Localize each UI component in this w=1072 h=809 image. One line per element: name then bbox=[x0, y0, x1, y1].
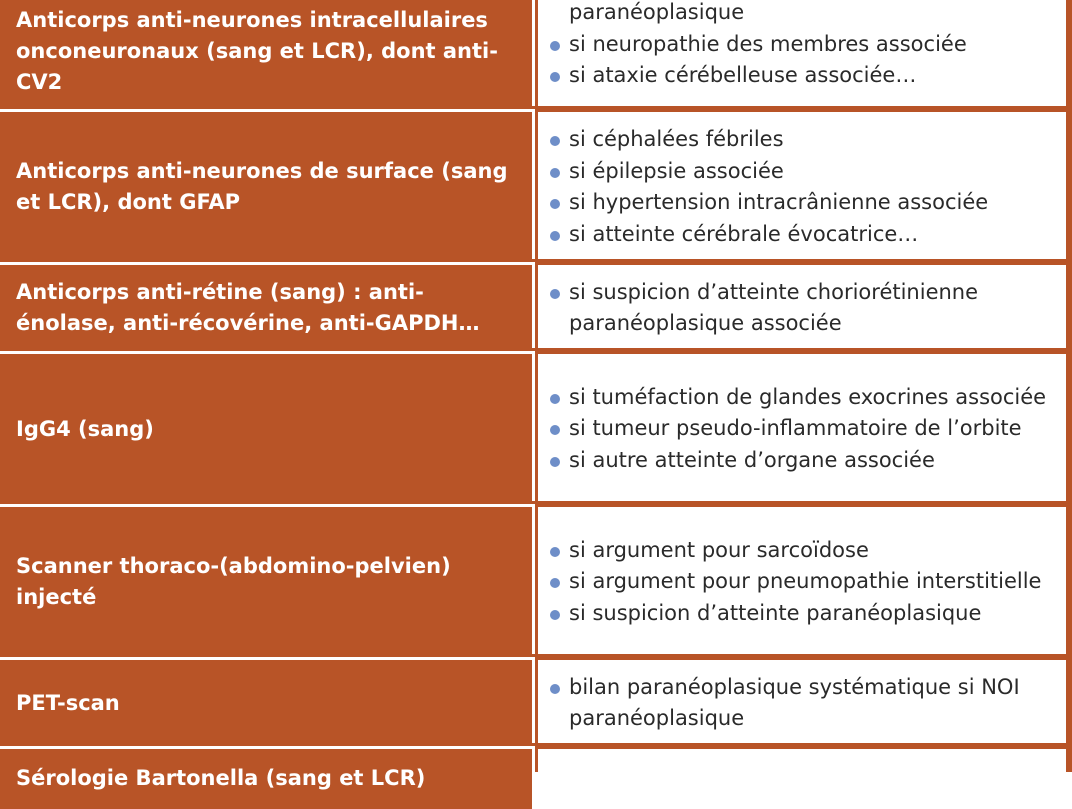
test-name-cell bbox=[0, 354, 535, 504]
bullet-icon bbox=[550, 547, 560, 557]
indication-item bbox=[550, 187, 1066, 219]
bullet-icon bbox=[550, 231, 560, 241]
indication-item bbox=[550, 566, 1066, 598]
test-name-cell bbox=[0, 0, 535, 109]
test-name: PET-scan bbox=[16, 690, 120, 715]
indication-text: si épilepsie associée bbox=[569, 158, 784, 183]
indication-text: si argument pour sarcoïdose bbox=[569, 537, 869, 562]
test-name: Scanner thoraco-(abdomino-pelvien) injecté bbox=[16, 554, 451, 609]
row-divider-light bbox=[0, 504, 535, 507]
indication-item bbox=[550, 219, 1066, 251]
row-divider-light bbox=[0, 746, 535, 749]
bullet-icon bbox=[550, 684, 560, 694]
bullet-icon bbox=[550, 168, 560, 178]
bullet-icon bbox=[550, 425, 560, 435]
test-name: Anticorps anti-neurones de surface (sang et LCR), dont GFAP bbox=[16, 159, 508, 214]
table-row bbox=[0, 112, 1072, 262]
indication-text: si suspicion d’atteinte paranéoplasique bbox=[569, 600, 982, 625]
indication-item bbox=[550, 124, 1066, 156]
indication-text: si autre atteinte d’organe associée bbox=[569, 447, 935, 472]
indications-cell bbox=[538, 507, 1066, 657]
indications-cell bbox=[538, 354, 1066, 504]
indication-item bbox=[550, 29, 1066, 61]
bullet-icon bbox=[550, 457, 560, 467]
indications-cell bbox=[538, 660, 1066, 746]
indication-item bbox=[550, 413, 1066, 445]
table-row bbox=[0, 660, 1072, 746]
bullet-icon bbox=[550, 41, 560, 51]
test-name: Anticorps anti-neurones intracellulaires onconeuronaux (sang et LCR), dont anti-CV2 bbox=[16, 8, 498, 94]
table-row bbox=[0, 265, 1072, 351]
indication-text: si tuméfaction de glandes exocrines associée bbox=[569, 384, 1047, 409]
indication-text: si céphalées fébriles bbox=[569, 127, 784, 151]
indication-item bbox=[550, 0, 1066, 29]
indication-item bbox=[550, 156, 1066, 188]
test-name: Sérologie Bartonella (sang et LCR) bbox=[16, 766, 426, 790]
test-name-cell bbox=[0, 507, 535, 657]
test-name: IgG4 (sang) bbox=[16, 416, 154, 441]
indication-text: si neuropathie des membres associée bbox=[569, 31, 967, 56]
table-row bbox=[0, 354, 1072, 504]
table-row bbox=[0, 507, 1072, 657]
bullet-icon bbox=[550, 578, 560, 588]
test-name-cell bbox=[0, 265, 535, 351]
bullet-icon bbox=[550, 394, 560, 404]
indication-item bbox=[550, 277, 1066, 340]
indication-text: bilan paranéoplasique systématique si NOI paranéoplasique bbox=[569, 674, 1020, 730]
indication-item bbox=[550, 445, 1066, 477]
bullet-icon bbox=[550, 72, 560, 82]
row-divider-light bbox=[0, 109, 535, 112]
indication-text: si ataxie cérébelleuse associée… bbox=[569, 63, 917, 88]
indication-item bbox=[550, 672, 1066, 735]
table-row bbox=[0, 0, 1072, 109]
indications-cell bbox=[538, 112, 1066, 262]
test-name-cell bbox=[0, 660, 535, 746]
indication-text: si argument pour pneumopathie interstitielle bbox=[569, 569, 1042, 594]
indication-item bbox=[550, 60, 1066, 92]
row-divider-light bbox=[0, 262, 535, 265]
row-divider-light bbox=[0, 351, 535, 354]
table-row bbox=[0, 749, 1072, 809]
bullet-icon bbox=[550, 199, 560, 209]
indication-item bbox=[550, 535, 1066, 567]
indication-item bbox=[550, 598, 1066, 630]
indications-cell bbox=[538, 0, 1066, 109]
test-name: Anticorps anti-rétine (sang) : anti-énolase, anti-récovérine, anti-GAPDH… bbox=[16, 280, 480, 335]
indication-text: si tumeur pseudo-inflammatoire de l’orbite bbox=[569, 416, 1022, 441]
test-name-cell bbox=[0, 112, 535, 262]
indication-text: si hypertension intracrânienne associée bbox=[569, 190, 989, 214]
bullet-icon bbox=[550, 610, 560, 620]
indication-text: si suspicion d’atteinte choriorétinienne paranéoplasique associée bbox=[569, 279, 979, 335]
indication-item bbox=[550, 382, 1066, 414]
row-divider-light bbox=[0, 657, 535, 660]
indications-cell bbox=[538, 265, 1066, 351]
bullet-icon bbox=[550, 289, 560, 299]
table-border bbox=[1066, 0, 1072, 772]
bullet-icon bbox=[550, 136, 560, 146]
test-name-cell bbox=[0, 749, 535, 809]
indications-cell bbox=[538, 749, 1066, 809]
indication-text: paranéoplasique bbox=[569, 0, 745, 25]
indication-text: si atteinte cérébrale évocatrice… bbox=[569, 221, 919, 246]
